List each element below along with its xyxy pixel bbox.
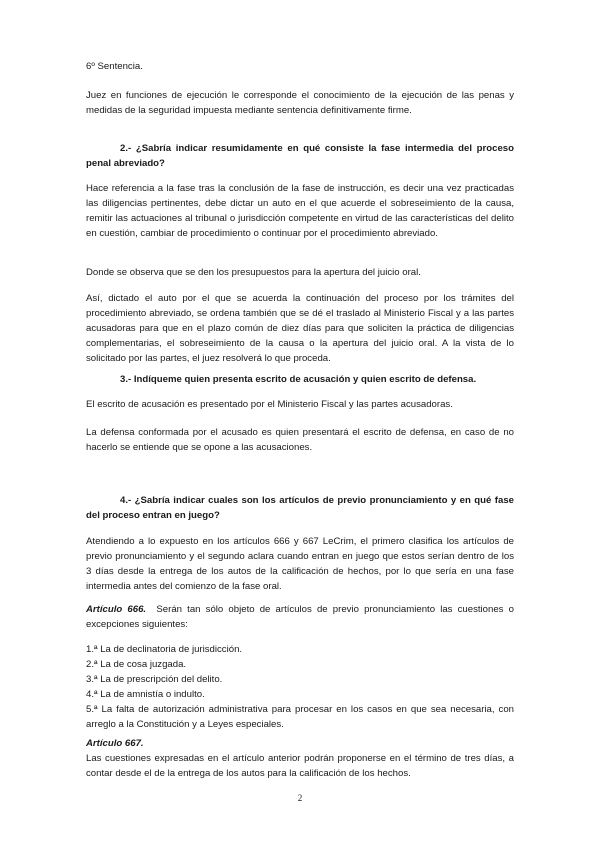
page-number: 2 [297, 793, 303, 803]
paragraph-escrito-defensa: La defensa conformada por el acusado es quien presentará el escrito de defensa, en caso de no hacerlo se entiende que se opone a las acusaciones. [86, 427, 514, 453]
article-667-title: Artículo 667. [86, 738, 144, 749]
list-item: 5.ª La falta de autorización administrativa para procesar en los casos en que sea necesaria, con arreglo a la Constitución y a Leyes especiales. [86, 704, 514, 730]
paragraph-auto-continuacion: Así, dictado el auto por el que se acuerda la continuación del proceso por los trámites del procedimiento abreviado, se ordena también que se dé el traslado al Ministerio Fiscal y a las partes acusadoras para que en el plazo común de diez días para que soliciten la práctica de diligencias complementarias, el sobreseimiento de la causa o la apertura del juicio oral. A la vista de lo solicitado por las partes, el juez resolverá lo que proceda. [86, 293, 514, 364]
paragraph-escrito-acusacion: El escrito de acusación es presentado por el Ministerio Fiscal y las partes acusadoras. [86, 399, 453, 410]
paragraph-fase-intermedia: Hace referencia a la fase tras la conclusión de la fase de instrucción, es decir una vez practicadas las diligencias pertinentes, debe dictar un auto en el que acuerde el sobreseimiento de la causa, remitir las actuaciones al tribunal o jurisdicción competente en virtud de las características del delito en cuestión, cambiar de procedimiento o continuar por el procedimiento abreviado. [86, 183, 514, 239]
question-3 [86, 372, 514, 387]
question-4-text: 4.- ¿Sabría indicar cuales son los artículos de previo pronunciamiento y en qué fase del proceso entran en juego? [86, 495, 514, 521]
article-667-text: Las cuestiones expresadas en el artículo anterior podrán proponerse en el término de tres días, a contar desde el de la entrega de los autos para la calificación de los hechos. [86, 753, 514, 779]
paragraph-articulo-666 [86, 602, 514, 632]
list-item: 1.ª La de declinatoria de jurisdicción. [86, 644, 243, 655]
question-4 [86, 493, 514, 523]
paragraph-juez-ejecucion: Juez en funciones de ejecución le corresponde el conocimiento de la ejecución de las penas y medidas de la seguridad impuesta mediante sentencia definitivamente firme. [86, 90, 514, 116]
question-2-text: 2.- ¿Sabría indicar resumidamente en qué consiste la fase intermedia del proceso penal abreviado? [86, 143, 514, 169]
list-item: 3.ª La de prescripción del delito. [86, 674, 223, 685]
article-666-title: Artículo 666. [86, 604, 147, 615]
paragraph-articulos-666-667: Atendiendo a lo expuesto en los artículos 666 y 667 LeCrim, el primero clasifica los artículos de previo pronunciamiento y el segundo aclara cuando entran en juego que estos serían dentro de los 3 días desde la entrega de los autos de la calificación de hechos, por lo que sería en una fase intermedia antes del comienzo de la fase oral. [86, 536, 514, 592]
excepciones-list [86, 642, 514, 732]
question-2 [86, 141, 514, 171]
paragraph-presupuestos: Donde se observa que se den los presupuestos para la apertura del juicio oral. [86, 267, 421, 278]
question-3-text: 3.- Indíqueme quien presenta escrito de acusación y quien escrito de defensa. [120, 374, 477, 385]
list-item: 4.ª La de amnistía o indulto. [86, 689, 205, 700]
list-item: 2.ª La de cosa juzgada. [86, 659, 187, 670]
article-666-text: Serán tan sólo objeto de artículos de previo pronunciamiento las cuestiones o excepciones siguientes: [86, 604, 514, 630]
paragraph-sentencia: 6º Sentencia. [86, 61, 143, 72]
